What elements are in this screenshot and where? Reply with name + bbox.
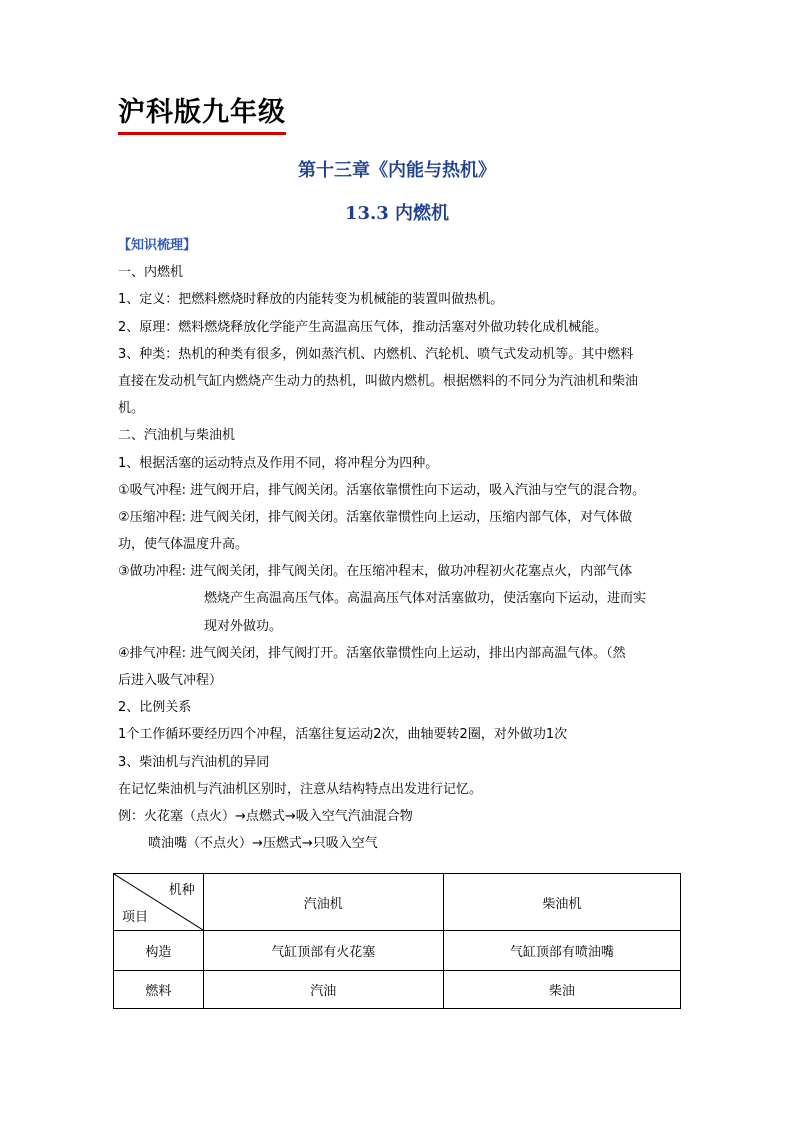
cell-gasoline: 气缸顶部有火花塞	[203, 931, 443, 971]
power-stroke-line: ③做功冲程: 进气阀关闭，排气阀关闭。在压缩冲程末，做功冲程初火花塞点火，内部气体	[118, 564, 633, 580]
definition-line: 1、定义：把燃料燃烧时释放的内能转变为机械能的装置叫做热机。	[118, 292, 504, 308]
ratio-line: 1个工作循环要经历四个冲程，活塞往复运动2次，曲轴要转2圈，对外做功1次	[118, 727, 568, 743]
exhaust-stroke-line: ④排气冲程: 进气阀关闭，排气阀打开。活塞依靠惯性向上运动，排出内部高温气体。（然	[118, 645, 626, 661]
types-line-cont: 直接在发动机气缸内燃烧产生动力的热机，叫做内燃机。根据燃料的不同分为汽油机和柴油	[118, 373, 639, 389]
section-title: 13.3 内燃机	[344, 203, 450, 224]
cell-gasoline: 汽油	[203, 971, 443, 1009]
exhaust-stroke-cont: 后进入吸气冲程）	[118, 673, 223, 688]
heading-similarities: 3、柴油机与汽油机的异同	[118, 754, 270, 770]
table-header-row	[114, 874, 681, 931]
intake-stroke-line: ①吸气冲程: 进气阀开启，排气阀关闭。活塞依靠惯性向下运动，吸入汽油与空气的混合物。	[118, 482, 646, 498]
principle-line: 2、原理：燃料燃烧释放化学能产生高温高压气体，推动活塞对外做功转化成机械能。	[118, 319, 608, 335]
corner-label-engine-type: 机种	[168, 883, 195, 898]
knowledge-body	[118, 232, 684, 857]
chapter-title: 第十三章《内能与热机》	[298, 160, 496, 181]
row-label: 构造	[114, 931, 204, 971]
power-stroke-end: 现对外做功。	[204, 618, 283, 634]
table-corner-cell	[114, 874, 204, 931]
row-label: 燃料	[114, 971, 204, 1009]
compression-stroke-line: ②压缩冲程: 进气阀关闭，排气阀关闭。活塞依靠惯性向上运动，压缩内部气体，对气体做	[118, 509, 633, 525]
table-row	[114, 931, 681, 971]
comparison-table	[113, 873, 681, 1009]
heading-ratio: 2、比例关系	[118, 700, 192, 716]
memory-tip-line: 在记忆柴油机与汽油机区别时，注意从结构特点出发进行记忆。	[118, 781, 483, 797]
header-diesel-engine: 柴油机	[443, 874, 680, 931]
example-spark-plug: 例：火花塞（点火）→点燃式→吸入空气汽油混合物	[118, 808, 413, 824]
header-gasoline-engine: 汽油机	[203, 874, 443, 931]
example-injector: 喷油嘴（不点火）→压燃式→只吸入空气	[148, 836, 378, 852]
types-line: 3、种类：热机的种类有很多，例如蒸汽机、内燃机、汽轮机、喷气式发动机等。其中燃料	[118, 346, 634, 362]
power-stroke-cont: 燃烧产生高温高压气体。高温高压气体对活塞做功，使活塞向下运动，进而实	[204, 591, 647, 607]
heading-internal-combustion-engine: 一、内燃机	[118, 265, 184, 281]
cell-diesel: 柴油	[443, 971, 680, 1009]
corner-label-item: 项目	[122, 910, 149, 925]
strokes-intro-line: 1、根据活塞的运动特点及作用不同，将冲程分为四种。	[118, 455, 439, 471]
publisher-grade-title: 沪科版九年级	[118, 95, 286, 135]
types-line-end: 机。	[118, 401, 145, 417]
knowledge-heading: 【知识梳理】	[118, 238, 197, 253]
cell-diesel: 气缸顶部有喷油嘴	[443, 931, 680, 971]
heading-gasoline-diesel: 二、汽油机与柴油机	[118, 428, 236, 444]
table-row	[114, 971, 681, 1009]
compression-stroke-cont: 功，使气体温度升高。	[118, 537, 249, 553]
